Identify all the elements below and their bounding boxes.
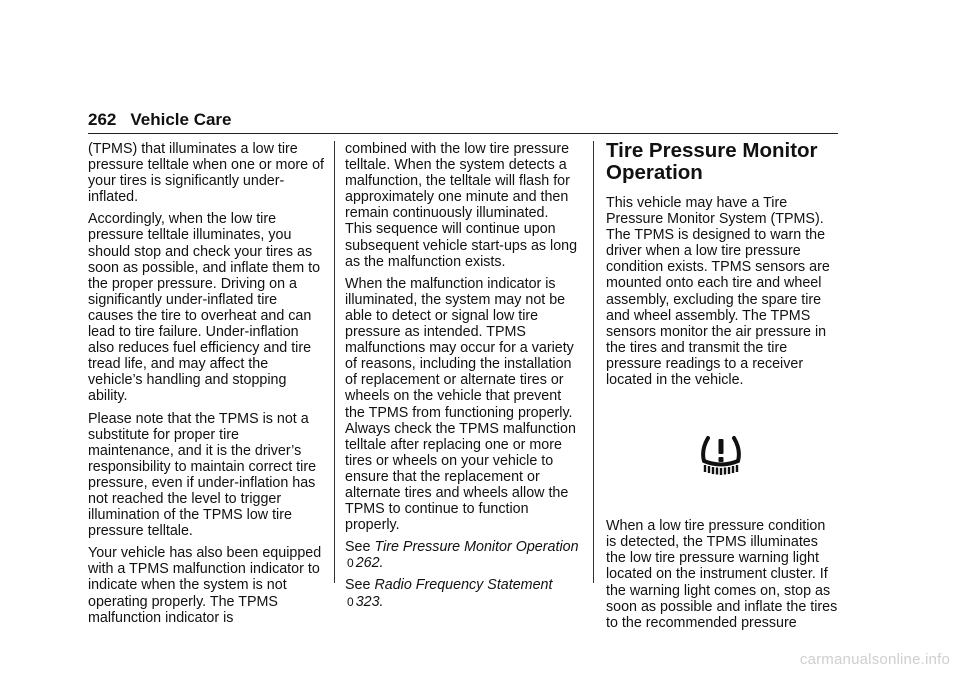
cross-reference[interactable]: [345, 539, 579, 571]
column-2: [345, 141, 579, 616]
column-divider: [593, 141, 594, 583]
xref-suffix: .: [379, 555, 384, 572]
xref-page: 323: [355, 593, 380, 610]
paragraph: (TPMS) that illuminates a low tire pressure telltale when one or more of your tires is significantly under-inflated.: [88, 141, 325, 206]
paragraph: Your vehicle has also been equipped with a TPMS malfunction indicator to indicate when the system is not operating properly. The TPMS malfunction indicator is: [88, 545, 322, 626]
page-ref-arrow-icon: 0: [347, 556, 354, 571]
xref-prefix: See: [345, 539, 371, 556]
column-3: [606, 141, 838, 637]
page-header: [88, 110, 232, 134]
low-tire-pressure-telltale-icon: [604, 394, 838, 518]
section-heading: Tire Pressure Monitor Operation: [606, 139, 818, 184]
header-rule: [88, 133, 838, 134]
watermark: carmanualsonline.info: [799, 651, 950, 668]
paragraph: Accordingly, when the low tire pressure telltale illuminates, you should stop and check your tires as soon as possible, and inflate them to the proper pressure. Driving on a significantly under-inflated tire causes the tire to overheat and can lead to tire failure. Under-inflation also reduces fuel efficiency and tire tread life, and may affect the vehicle’s handling and stopping ability.: [88, 211, 321, 405]
page-number: 262: [88, 110, 117, 129]
column-1: [88, 141, 326, 632]
paragraph: combined with the low tire pressure telltale. When the system detects a malfunction, the telltale will flash for approximately one minute and then remain continuously illuminated. This sequence will continue upon subsequent vehicle start-ups as long as the malfunction exists.: [345, 141, 578, 270]
paragraph: When a low tire pressure condition is detected, the TPMS illuminates the low tire pressure warning light located on the instrument cluster. If the warning light comes on, stop as soon as possible and inflate the tires to the recommended pressure: [606, 518, 838, 631]
column-divider: [334, 141, 335, 583]
xref-prefix: See: [345, 577, 371, 594]
page-ref-arrow-icon: 0: [347, 594, 354, 609]
xref-link-radio-frequency-statement[interactable]: Radio Frequency Statement: [374, 577, 553, 594]
section-title-header: Vehicle Care: [130, 110, 232, 129]
xref-page: 262: [355, 555, 380, 572]
xref-link-tire-pressure-monitor-operation[interactable]: Tire Pressure Monitor Operation: [374, 539, 579, 556]
paragraph: Please note that the TPMS is not a substitute for proper tire maintenance, and it is the driver’s responsibility to maintain correct tire pressure, even if under-inflation has not reached the level to trigger illumination of the TPMS low tire pressure telltale.: [88, 410, 317, 540]
xref-suffix: .: [379, 593, 384, 610]
paragraph: This vehicle may have a Tire Pressure Monitor System (TPMS). The TPMS is designed to warn the driver when a low tire pressure condition exists. TPMS sensors are mounted onto each tire and wheel assembly, excluding the spare tire and wheel assembly. The TPMS sensors monitor the air pressure in the tires and transmit the tire pressure readings to a receiver located in the vehicle.: [606, 195, 830, 389]
paragraph: When the malfunction indicator is illuminated, the system may not be able to detect or signal low tire pressure as intended. TPMS malfunctions may occur for a variety of reasons, including the installation of replacement or alternate tires or wheels on the vehicle that prevent the TPMS from functioning properly. Always check the TPMS malfunction telltale after replacing one or more tires or wheels on your vehicle to ensure that the replacement or alternate tires and wheels allow the TPMS to continue to function properly.: [345, 275, 576, 534]
cross-reference[interactable]: [345, 577, 579, 609]
